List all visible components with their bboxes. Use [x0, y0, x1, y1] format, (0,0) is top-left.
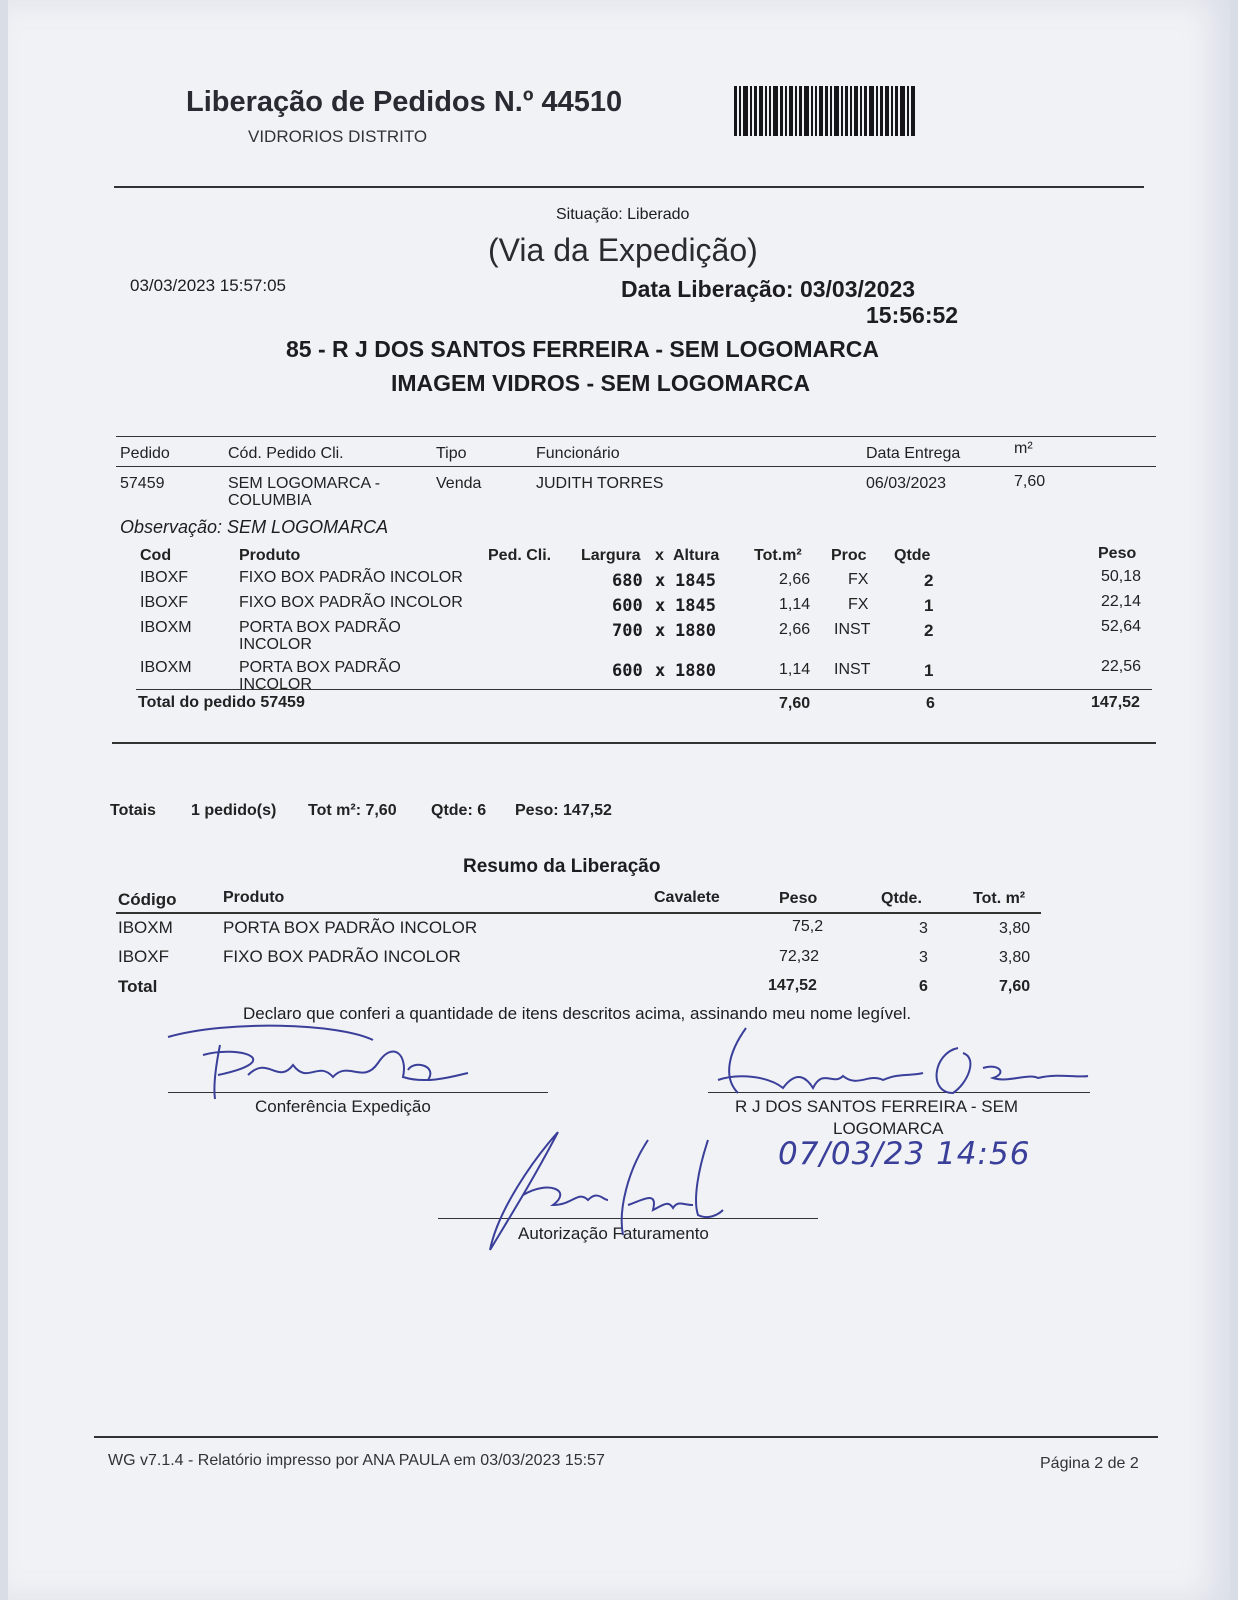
situacao-label: Situação: Liberado	[556, 206, 690, 223]
totais-peso: Peso: 147,52	[515, 802, 612, 819]
totais-pedidos: 1 pedido(s)	[191, 802, 277, 819]
document-title: Liberação de Pedidos N.º 44510	[186, 86, 623, 118]
resumo-col-qtde: Qtde.	[881, 890, 922, 907]
resumo-col-codigo: Código	[118, 890, 177, 909]
item-tot-m2: 2,66	[779, 621, 811, 638]
autorizacao-label: Autorização Faturamento	[518, 1224, 709, 1243]
items-col-cod: Cod	[140, 547, 172, 564]
header-divider	[114, 186, 1144, 188]
item-peso: 50,18	[1101, 568, 1142, 585]
totais-m2: Tot m²: 7,60	[308, 802, 397, 819]
col-pedido: Pedido	[120, 445, 170, 462]
company-name: VIDRORIOS DISTRITO	[248, 127, 428, 146]
autorizacao-signature	[478, 1120, 748, 1260]
cliente-signature-label-2: LOGOMARCA	[833, 1119, 944, 1138]
declaracao-text: Declaro que conferi a quantidade de itens descritos acima, assinando meu nome legível.	[243, 1004, 912, 1023]
conferencia-label: Conferência Expedição	[255, 1097, 431, 1116]
resumo-peso: 75,2	[792, 918, 824, 935]
item-x: x	[655, 596, 666, 616]
tipo-value: Venda	[436, 475, 482, 492]
item-qtde: 2	[924, 621, 934, 640]
resumo-col-produto: Produto	[223, 889, 285, 906]
items-col-qtde: Qtde	[894, 547, 931, 564]
document-sheet	[8, 0, 1230, 1600]
pedido-header-rule	[116, 466, 1156, 467]
resumo-header-rule	[116, 912, 1041, 914]
item-largura: 700	[612, 621, 643, 641]
resumo-qtde: 3	[919, 920, 928, 937]
item-tot-m2: 2,66	[779, 571, 811, 588]
item-x: x	[655, 661, 666, 681]
barcode-image	[734, 86, 924, 136]
resumo-col-tot-m2: Tot. m²	[973, 890, 1026, 907]
item-largura: 600	[612, 596, 643, 616]
item-produto-line-2: INCOLOR	[239, 676, 312, 693]
item-x: x	[655, 571, 666, 591]
hora-liberacao: 15:56:52	[866, 302, 959, 328]
col-m2: m²	[1014, 440, 1033, 457]
cliente-signature-label-1: R J DOS SANTOS FERREIRA - SEM	[735, 1097, 1019, 1116]
items-col-largura: Largura	[581, 547, 641, 564]
items-col-x: x	[655, 547, 664, 564]
items-col-altura: Altura	[673, 547, 720, 564]
resumo-total-peso: 147,52	[768, 977, 817, 994]
item-altura: 1880	[675, 621, 716, 641]
item-proc: INST	[834, 621, 871, 638]
item-largura: 680	[612, 571, 643, 591]
col-tipo: Tipo	[436, 445, 467, 462]
cod-pedido-cli-line-2: COLUMBIA	[228, 492, 312, 509]
item-largura: 600	[612, 661, 643, 681]
footer-page-number: Página 2 de 2	[1040, 1455, 1139, 1472]
item-peso: 22,14	[1101, 593, 1142, 610]
data-liberacao: Data Liberação: 03/03/2023	[621, 276, 916, 302]
item-peso: 22,56	[1101, 658, 1142, 675]
resumo-produto: PORTA BOX PADRÃO INCOLOR	[223, 918, 478, 937]
item-produto: FIXO BOX PADRÃO INCOLOR	[239, 569, 463, 586]
resumo-codigo: IBOXF	[118, 947, 170, 966]
resumo-qtde: 3	[919, 949, 928, 966]
resumo-codigo: IBOXM	[118, 918, 173, 937]
item-altura: 1845	[675, 596, 716, 616]
items-col-tot-m2: Tot.m²	[754, 547, 802, 564]
conferencia-signature	[158, 1015, 498, 1105]
items-total-rule	[136, 689, 1152, 690]
item-cod: IBOXM	[140, 659, 192, 676]
item-proc: FX	[848, 571, 869, 588]
item-peso: 52,64	[1101, 618, 1142, 635]
items-col-produto: Produto	[239, 547, 301, 564]
item-altura: 1845	[675, 571, 716, 591]
items-col-ped-cli: Ped. Cli.	[488, 547, 552, 564]
pedido-number: 57459	[120, 475, 165, 492]
section-divider	[112, 742, 1156, 744]
footer-divider	[94, 1436, 1158, 1438]
totais-label: Totais	[110, 802, 156, 819]
item-altura: 1880	[675, 661, 716, 681]
item-qtde: 1	[924, 661, 934, 680]
handwritten-date: 07/03/23 14:56	[778, 1136, 1031, 1172]
via-label: (Via da Expedição)	[488, 232, 758, 268]
resumo-col-cavalete: Cavalete	[654, 889, 720, 906]
resumo-tot-m2: 3,80	[999, 949, 1031, 966]
resumo-produto: FIXO BOX PADRÃO INCOLOR	[223, 947, 461, 966]
col-cod-pedido-cli: Cód. Pedido Cli.	[228, 445, 344, 462]
resumo-total-m2: 7,60	[999, 978, 1031, 995]
item-tot-m2: 1,14	[779, 596, 811, 613]
total-pedido-peso: 147,52	[1091, 694, 1140, 711]
m2-value: 7,60	[1014, 473, 1046, 490]
resumo-col-peso: Peso	[779, 890, 818, 907]
print-timestamp: 03/03/2023 15:57:05	[130, 276, 286, 295]
item-produto: FIXO BOX PADRÃO INCOLOR	[239, 594, 463, 611]
item-proc: INST	[834, 661, 871, 678]
item-produto: PORTA BOX PADRÃO	[239, 619, 401, 636]
resumo-total-qtde: 6	[919, 978, 928, 995]
item-qtde: 1	[924, 596, 934, 615]
items-col-peso: Peso	[1098, 545, 1137, 562]
col-funcionario: Funcionário	[536, 445, 620, 462]
resumo-tot-m2: 3,80	[999, 920, 1031, 937]
col-data-entrega: Data Entrega	[866, 445, 961, 462]
cliente-line-2: IMAGEM VIDROS - SEM LOGOMARCA	[391, 370, 811, 396]
resumo-total-label: Total	[118, 977, 158, 996]
pedido-top-rule	[116, 436, 1156, 437]
funcionario-value: JUDITH TORRES	[536, 475, 664, 492]
cod-pedido-cli: SEM LOGOMARCA -	[228, 475, 381, 492]
footer-left: WG v7.1.4 - Relatório impresso por ANA PAULA em 03/03/2023 15:57	[108, 1452, 605, 1469]
item-cod: IBOXM	[140, 619, 192, 636]
item-cod: IBOXF	[140, 594, 189, 611]
resumo-title: Resumo da Liberação	[463, 856, 661, 877]
item-qtde: 2	[924, 571, 934, 590]
total-pedido-qtde: 6	[926, 695, 935, 712]
item-tot-m2: 1,14	[779, 661, 811, 678]
resumo-peso: 72,32	[779, 948, 820, 965]
total-pedido-m2: 7,60	[779, 695, 811, 712]
item-proc: FX	[848, 596, 869, 613]
data-entrega-value: 06/03/2023	[866, 475, 947, 492]
totais-qtde: Qtde: 6	[431, 802, 487, 819]
cliente-signature	[708, 1018, 1098, 1108]
observacao: Observação: SEM LOGOMARCA	[120, 517, 389, 537]
items-col-proc: Proc	[831, 547, 867, 564]
item-produto: PORTA BOX PADRÃO	[239, 659, 401, 676]
item-cod: IBOXF	[140, 569, 189, 586]
item-x: x	[655, 621, 666, 641]
cliente-line-1: 85 - R J DOS SANTOS FERREIRA - SEM LOGOMARCA	[286, 336, 879, 362]
total-pedido-label: Total do pedido 57459	[138, 694, 305, 711]
item-produto-line-2: INCOLOR	[239, 636, 312, 653]
